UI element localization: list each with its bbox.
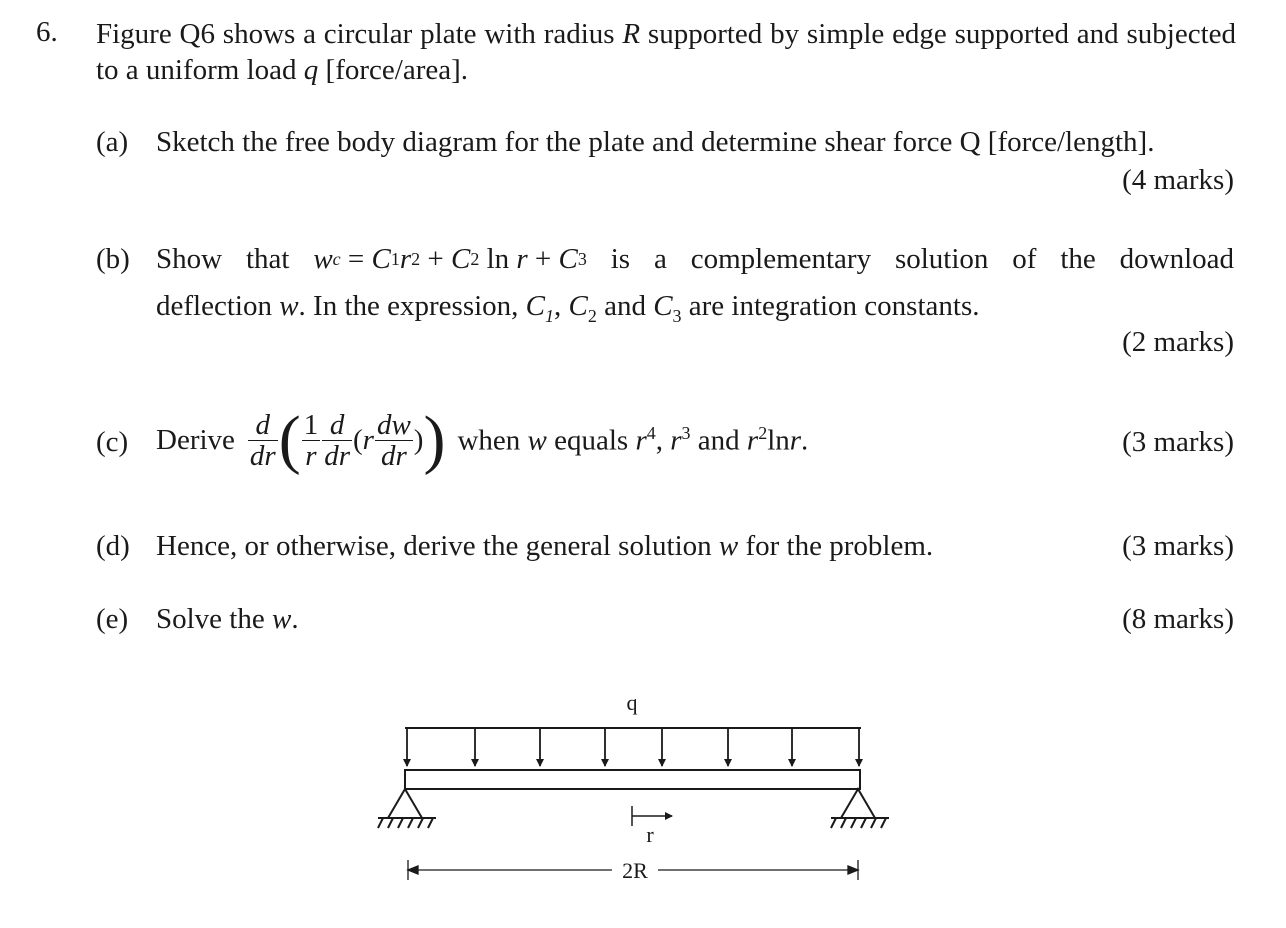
question-number: 6. [36, 16, 58, 48]
equation-complementary-solution: w c = C 1 r 2 + C 2 ln r + C 3 [313, 243, 587, 275]
part-a-marks: (4 marks) [1122, 164, 1234, 196]
fraction-1-r: $\frac{1}{r}$ [303, 408, 319, 472]
right-pin-support [831, 789, 889, 828]
part-c-marks: (3 marks) [1122, 426, 1234, 458]
span-label: 2R [622, 858, 648, 883]
part-e-label: (e) [96, 603, 129, 635]
part-d-label: (d) [96, 530, 130, 562]
fraction-d-dr: $\frac{d}{dr}$ [249, 408, 276, 472]
left-pin-support [378, 789, 436, 828]
part-e-marks: (8 marks) [1122, 603, 1234, 635]
fraction-d-dr-inner: $\frac{d}{dr}$ [324, 408, 350, 472]
part-d-text: Hence, or otherwise, derive the general solution w for the problem. [156, 530, 934, 562]
big-paren-close: ) [423, 403, 446, 476]
load-arrows [407, 728, 859, 766]
big-paren-open: ( [278, 403, 301, 476]
part-b-marks: (2 marks) [1122, 326, 1234, 358]
part-d-marks: (3 marks) [1122, 530, 1234, 562]
part-e-text: Solve the w. [156, 603, 299, 635]
part-a-label: (a) [96, 126, 129, 158]
question-text: Figure Q6 shows a circular plate with radius R supported by simple edge supported and subjected to a uniform load q [force/area]. [96, 18, 1237, 86]
part-c-line: Derive $\frac{d}{dr}$ ( $\frac{1}{r}$ $\frac{d}{dr}$ ( r $\frac{dw}{dr}$ ) ) when w equals $r^4$, $r^3$ and $r^2\ln r$. [156, 403, 809, 476]
part-b-line1: Show that w c = C 1 r 2 + C 2 ln r + C 3 is a complementary solution of the download [156, 243, 1235, 275]
part-b-line2: deflection w. In the expression, $C_1$, $C_2$ and $C_3$ are integration constants. [156, 290, 980, 326]
load-label: q [626, 690, 638, 715]
plate-cross-section [405, 770, 860, 789]
part-c-label: (c) [96, 426, 129, 458]
part-b-label: (b) [96, 243, 130, 275]
fraction-dw-dr: $\frac{dw}{dr}$ [376, 408, 411, 472]
part-a-text: Sketch the free body diagram for the plate and determine shear force Q [force/length]. [156, 126, 1155, 158]
radial-label: r [646, 822, 654, 847]
